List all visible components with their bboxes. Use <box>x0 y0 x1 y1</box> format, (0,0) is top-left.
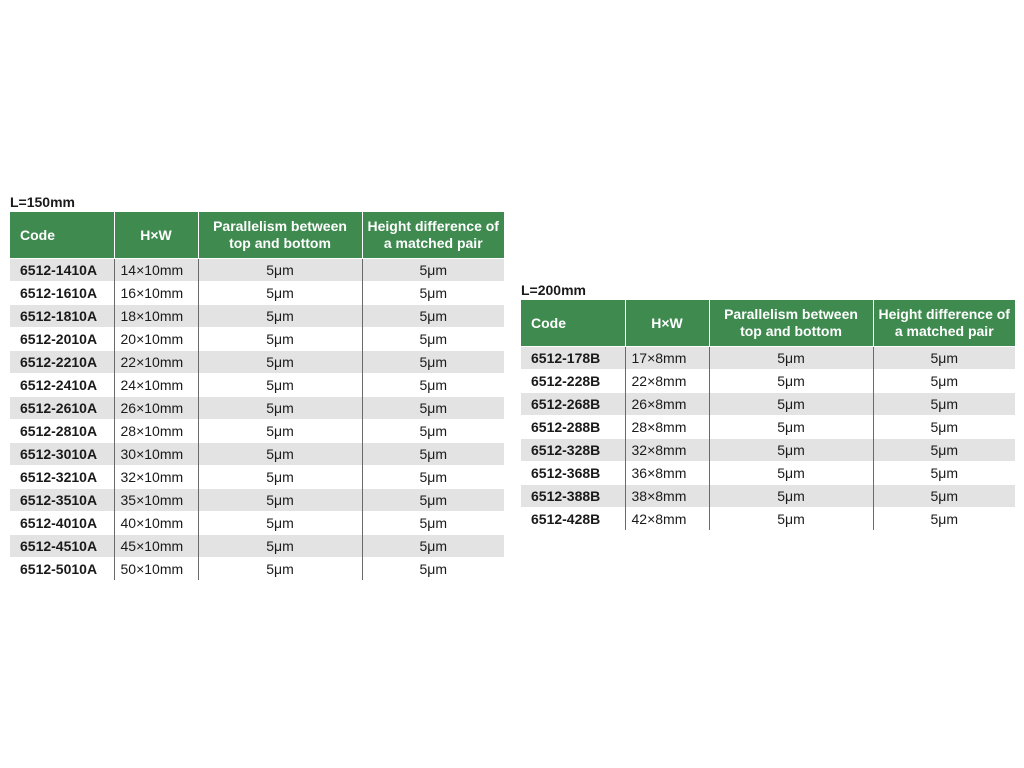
column-header-hw: H×W <box>625 300 709 347</box>
table-row <box>10 305 504 328</box>
table-row <box>521 508 1015 531</box>
cell-hw: 20×10mm <box>114 328 198 351</box>
cell-code: 6512-428B <box>521 508 625 531</box>
cell-height-difference: 5μm <box>873 393 1015 416</box>
column-header-height-difference: Height difference of a matched pair <box>362 212 504 259</box>
cell-height-difference: 5μm <box>873 347 1015 370</box>
spec-table <box>10 212 504 580</box>
cell-height-difference: 5μm <box>362 328 504 351</box>
cell-height-difference: 5μm <box>873 416 1015 439</box>
cell-hw: 18×10mm <box>114 305 198 328</box>
spec-table-section-l150 <box>10 192 504 580</box>
cell-height-difference: 5μm <box>873 462 1015 485</box>
cell-parallelism: 5μm <box>198 351 362 374</box>
table-row <box>10 328 504 351</box>
cell-height-difference: 5μm <box>362 558 504 581</box>
table-row <box>10 259 504 282</box>
cell-hw: 50×10mm <box>114 558 198 581</box>
cell-hw: 35×10mm <box>114 489 198 512</box>
cell-height-difference: 5μm <box>362 351 504 374</box>
cell-hw: 30×10mm <box>114 443 198 466</box>
cell-height-difference: 5μm <box>873 485 1015 508</box>
cell-code: 6512-228B <box>521 370 625 393</box>
cell-hw: 22×8mm <box>625 370 709 393</box>
cell-code: 6512-2610A <box>10 397 114 420</box>
cell-hw: 45×10mm <box>114 535 198 558</box>
spec-table-section-l200 <box>521 280 1015 530</box>
cell-hw: 40×10mm <box>114 512 198 535</box>
cell-code: 6512-268B <box>521 393 625 416</box>
table-row <box>521 416 1015 439</box>
cell-hw: 32×10mm <box>114 466 198 489</box>
cell-parallelism: 5μm <box>198 489 362 512</box>
cell-parallelism: 5μm <box>709 508 873 531</box>
cell-hw: 26×10mm <box>114 397 198 420</box>
cell-code: 6512-368B <box>521 462 625 485</box>
cell-parallelism: 5μm <box>198 558 362 581</box>
cell-parallelism: 5μm <box>198 420 362 443</box>
cell-parallelism: 5μm <box>198 282 362 305</box>
column-header-code: Code <box>10 212 114 259</box>
cell-parallelism: 5μm <box>709 485 873 508</box>
cell-hw: 32×8mm <box>625 439 709 462</box>
cell-code: 6512-4010A <box>10 512 114 535</box>
cell-height-difference: 5μm <box>362 282 504 305</box>
spec-table <box>521 300 1015 530</box>
table-row <box>10 282 504 305</box>
table-row <box>10 535 504 558</box>
table-row <box>10 443 504 466</box>
cell-parallelism: 5μm <box>198 259 362 282</box>
table-row <box>10 466 504 489</box>
cell-code: 6512-1410A <box>10 259 114 282</box>
table-row <box>521 347 1015 370</box>
cell-code: 6512-288B <box>521 416 625 439</box>
cell-hw: 14×10mm <box>114 259 198 282</box>
cell-parallelism: 5μm <box>709 347 873 370</box>
cell-parallelism: 5μm <box>198 374 362 397</box>
column-header-code: Code <box>521 300 625 347</box>
table-row <box>10 512 504 535</box>
cell-code: 6512-3210A <box>10 466 114 489</box>
cell-height-difference: 5μm <box>873 508 1015 531</box>
cell-parallelism: 5μm <box>198 397 362 420</box>
cell-parallelism: 5μm <box>198 443 362 466</box>
cell-height-difference: 5μm <box>873 370 1015 393</box>
cell-parallelism: 5μm <box>709 370 873 393</box>
cell-parallelism: 5μm <box>198 535 362 558</box>
column-header-height-difference: Height difference of a matched pair <box>873 300 1015 347</box>
cell-hw: 22×10mm <box>114 351 198 374</box>
table-row <box>10 351 504 374</box>
cell-height-difference: 5μm <box>362 374 504 397</box>
cell-hw: 38×8mm <box>625 485 709 508</box>
cell-hw: 17×8mm <box>625 347 709 370</box>
header-row <box>10 212 504 259</box>
cell-code: 6512-4510A <box>10 535 114 558</box>
table-row <box>521 393 1015 416</box>
cell-hw: 26×8mm <box>625 393 709 416</box>
cell-code: 6512-1810A <box>10 305 114 328</box>
cell-parallelism: 5μm <box>709 462 873 485</box>
cell-code: 6512-3510A <box>10 489 114 512</box>
cell-height-difference: 5μm <box>362 535 504 558</box>
table-row <box>10 420 504 443</box>
table-row <box>10 397 504 420</box>
cell-code: 6512-3010A <box>10 443 114 466</box>
cell-code: 6512-2410A <box>10 374 114 397</box>
cell-height-difference: 5μm <box>362 443 504 466</box>
header-row <box>521 300 1015 347</box>
table-row <box>521 439 1015 462</box>
cell-hw: 16×10mm <box>114 282 198 305</box>
cell-height-difference: 5μm <box>362 397 504 420</box>
column-header-hw: H×W <box>114 212 198 259</box>
cell-height-difference: 5μm <box>362 259 504 282</box>
cell-height-difference: 5μm <box>362 466 504 489</box>
table-row <box>10 558 504 581</box>
cell-code: 6512-2210A <box>10 351 114 374</box>
table-row <box>521 485 1015 508</box>
cell-hw: 28×10mm <box>114 420 198 443</box>
cell-code: 6512-1610A <box>10 282 114 305</box>
table-row <box>10 374 504 397</box>
cell-height-difference: 5μm <box>362 489 504 512</box>
cell-hw: 42×8mm <box>625 508 709 531</box>
column-header-parallelism: Parallelism between top and bottom <box>198 212 362 259</box>
cell-height-difference: 5μm <box>362 305 504 328</box>
cell-code: 6512-2010A <box>10 328 114 351</box>
cell-parallelism: 5μm <box>198 305 362 328</box>
table-row <box>10 489 504 512</box>
table-row <box>521 370 1015 393</box>
cell-code: 6512-178B <box>521 347 625 370</box>
cell-hw: 24×10mm <box>114 374 198 397</box>
cell-parallelism: 5μm <box>709 393 873 416</box>
cell-code: 6512-2810A <box>10 420 114 443</box>
cell-parallelism: 5μm <box>198 466 362 489</box>
cell-code: 6512-388B <box>521 485 625 508</box>
cell-height-difference: 5μm <box>362 512 504 535</box>
cell-code: 6512-5010A <box>10 558 114 581</box>
column-header-parallelism: Parallelism between top and bottom <box>709 300 873 347</box>
table-row <box>521 462 1015 485</box>
cell-parallelism: 5μm <box>709 439 873 462</box>
cell-height-difference: 5μm <box>873 439 1015 462</box>
cell-parallelism: 5μm <box>198 512 362 535</box>
table-title: L=200mm <box>521 282 586 298</box>
cell-code: 6512-328B <box>521 439 625 462</box>
cell-hw: 28×8mm <box>625 416 709 439</box>
cell-parallelism: 5μm <box>198 328 362 351</box>
cell-parallelism: 5μm <box>709 416 873 439</box>
cell-hw: 36×8mm <box>625 462 709 485</box>
table-title: L=150mm <box>10 194 75 210</box>
cell-height-difference: 5μm <box>362 420 504 443</box>
